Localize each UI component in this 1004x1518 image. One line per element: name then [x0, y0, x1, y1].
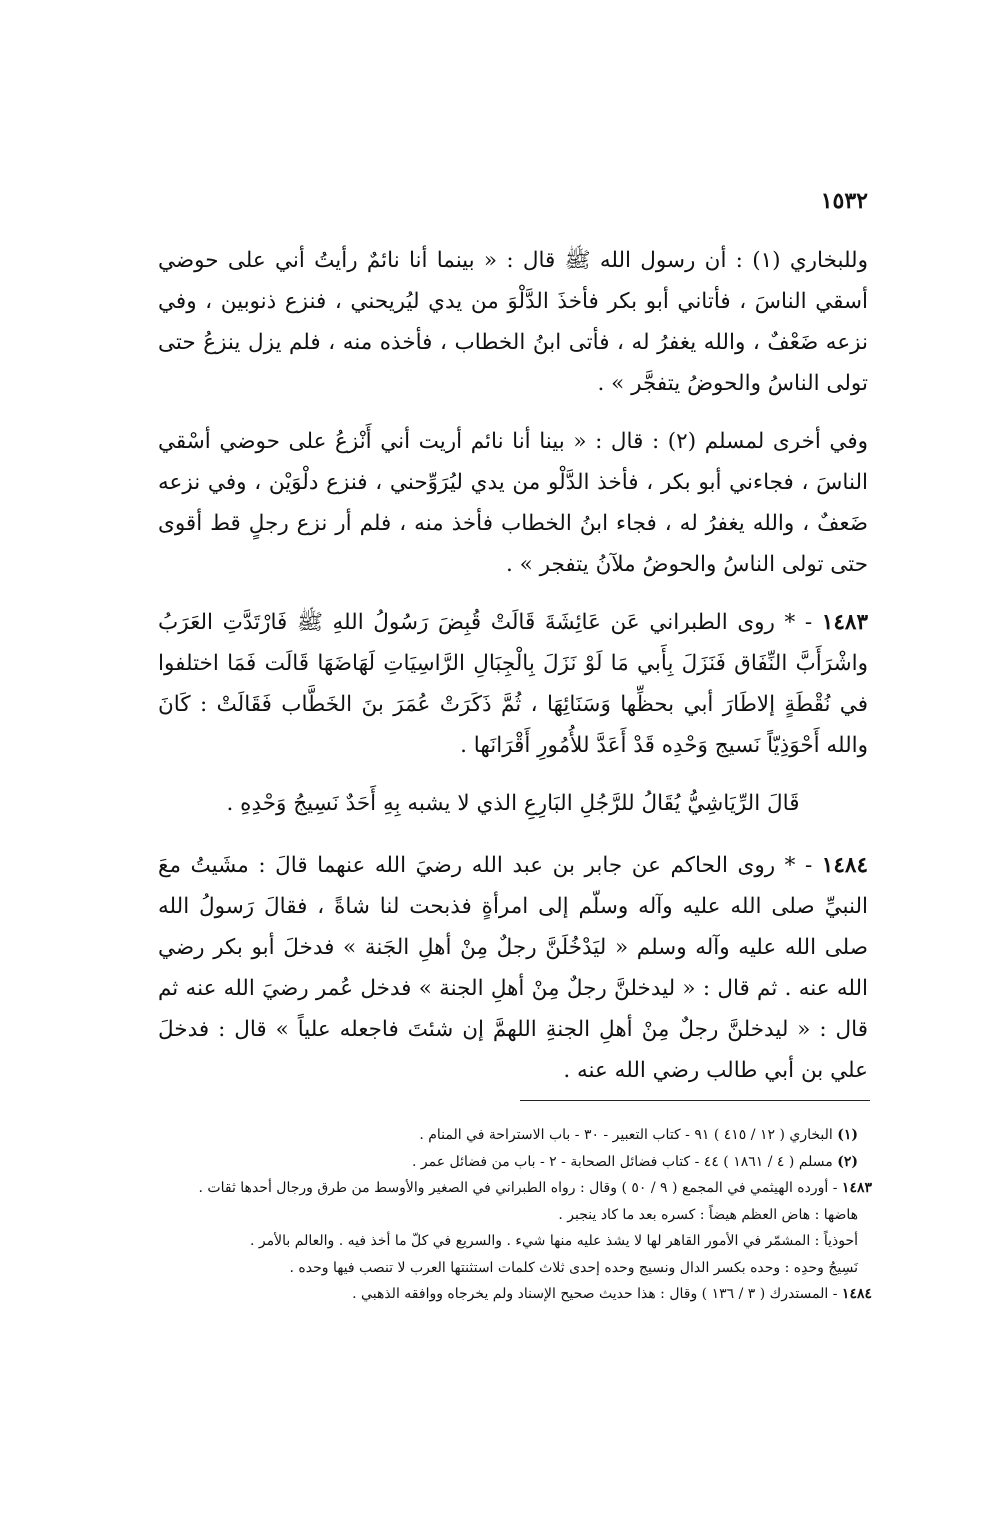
footnote-gloss-ahwadhi — [158, 1228, 872, 1255]
footnote-text: هاضها : هاض العظم هيضاً : كسره بعد ما كاد ينجبر . — [558, 1206, 858, 1223]
riyashi-note — [158, 783, 868, 824]
hadith-text: - * روى الحاكم عن جابر بن عبد الله رضيَ الله عنهما قالَ : مشَيتُ معَ النبيِّ صلى الله عليه وآله وسلّم إلى امرأةٍ فذبحت لنا شاةً ، فقالَ رَسولُ الله صلى الله عليه وآله وسلم « ليَدْخُلَنَّ رجلٌ مِنْ أهلِ الجَنة » فدخلَ أبو بكر رضي الله عنه . ثم قال : « ليدخلنَّ رجلٌ مِنْ أهلِ الجنة » فدخل عُمر رضيَ الله عنه ثم قال : « ليدخلنَّ رجلٌ مِنْ أهلِ الجنةِ اللهمَّ إن شئتَ فاجعله علياً » قال : فدخلَ علي بن أبي طالب رضي الله عنه . — [158, 853, 868, 1083]
footnote-number: (١) — [837, 1127, 858, 1143]
footnote-gloss-hadaha — [158, 1202, 872, 1229]
paragraph-text: وللبخاري (١) : أن رسول الله ﷺ قال : « بينما أنا نائمٌ رأيتُ أني على حوضي أسقي الناسَ ، فأتاني أبو بكر فأخذَ الدَّلْوَ من يدي ليُريحني ، فنزع ذنوبين ، وفي نزعه ضَعْفٌ ، والله يغفرُ له ، فأتى ابنُ الخطاب ، فأخذه منه ، فلم يزل ينزعُ حتى تولى الناسُ والحوضُ يتفجَّر » . — [158, 248, 868, 396]
hadith-1484 — [158, 845, 868, 1091]
footnote-1483 — [158, 1175, 872, 1202]
paragraph-muslim — [158, 421, 868, 585]
footnote-text: نَسِيجُ وحدِه : وحده بكسر الدال ونسيج وحده إحدى ثلاث كلمات استثنتها العرب لا تنصب فيها وحده . — [289, 1259, 858, 1276]
footnote-number: (٢) — [837, 1153, 858, 1170]
paragraph-text: قَالَ الرِّيَاشِيُّ يُقَالُ للرَّجُلِ البَارِعِ الذي لا يشبه بِهِ أَحَدٌ نَسِيجُ وَحْدِهِ . — [226, 791, 800, 816]
footnote-1484 — [158, 1281, 872, 1308]
hadith-text: - * روى الطبراني عَن عَائِشَةَ قَالَتْ قُبِضَ رَسُولُ اللهِ ﷺ فَارْتَدَّتِ العَرَبُ واشْرَأَبَّ النِّفَاق فَنَزَلَ بِأَبي مَا لَوْ نَزَلَ بِالْجِبَالِ الرَّاسِيَاتِ لَهَاضَهَا قَالَت فَمَا اختلفوا في نُقْطَةٍ إلاطَارَ أبي بحظِّها وَسَنَائِهَا ، ثُمَّ ذَكَرَتْ عُمَرَ بنَ الخَطَّاب فَقَالَتْ : كَانَ والله أَحْوَذِيّاً نَسيج وَحْدِه قَدْ أَعَدَّ للأُمُورِ أَقْرَانَها . — [158, 610, 868, 758]
hadith-number: ١٤٨٣ — [821, 610, 868, 635]
paragraph-bukhari — [158, 240, 868, 404]
hadith-1483 — [158, 602, 868, 766]
footnote-text: - المستدرك ( ٣ / ١٣٦ ) وقال : هذا حديث صحيح الإسناد ولم يخرجاه ووافقه الذهبي . — [352, 1286, 838, 1302]
footnote-text: أحوذياً : المشمّر في الأمور القاهر لها لا يشذ عليه منها شيء . والسريع في كلّ ما أخذ فيه . والعالم بالأمر . — [250, 1233, 858, 1249]
footnote-text: مسلم ( ٤ / ١٨٦١ ) ٤٤ - كتاب فضائل الصحابة - ٢ - باب من فضائل عمر . — [412, 1153, 833, 1170]
footnote-number: ١٤٨٤ — [841, 1286, 872, 1302]
footnote-divider — [520, 1100, 870, 1101]
footnote-text: - أورده الهيثمي في المجمع ( ٩ / ٥٠ ) وقال : رواه الطبراني في الصغير والأوسط من طرق ورجال أحدها ثقات . — [198, 1180, 838, 1196]
main-text — [158, 240, 868, 1108]
footnote-1 — [158, 1122, 872, 1149]
footnote-text: البخاري ( ١٢ / ٤١٥ ) ٩١ - كتاب التعبير - ٣٠ - باب الاستراحة في المنام . — [419, 1127, 833, 1143]
footnotes — [158, 1122, 872, 1308]
hadith-number: ١٤٨٤ — [821, 853, 868, 878]
page-number: ١٥٣٢ — [820, 188, 868, 214]
footnote-2 — [158, 1149, 872, 1176]
paragraph-text: وفي أخرى لمسلم (٢) : قال : « بينا أنا نائم أريت أني أَنْزعُ على حوضي أسْقي الناسَ ، فجاءني أبو بكر ، فأخذ الدَّلْو من يدي ليُرَوِّحني ، فنزع دلْوَيْن ، وفي نزعه ضَعفٌ ، والله يغفرُ له ، فجاء ابنُ الخطاب فأخذ منه ، فلم أر نزع رجلٍ قط أقوى حتى تولى الناسُ والحوضُ ملآنُ يتفجر » . — [158, 429, 869, 577]
footnote-gloss-nasij — [158, 1255, 872, 1282]
footnote-number: ١٤٨٣ — [841, 1180, 872, 1196]
